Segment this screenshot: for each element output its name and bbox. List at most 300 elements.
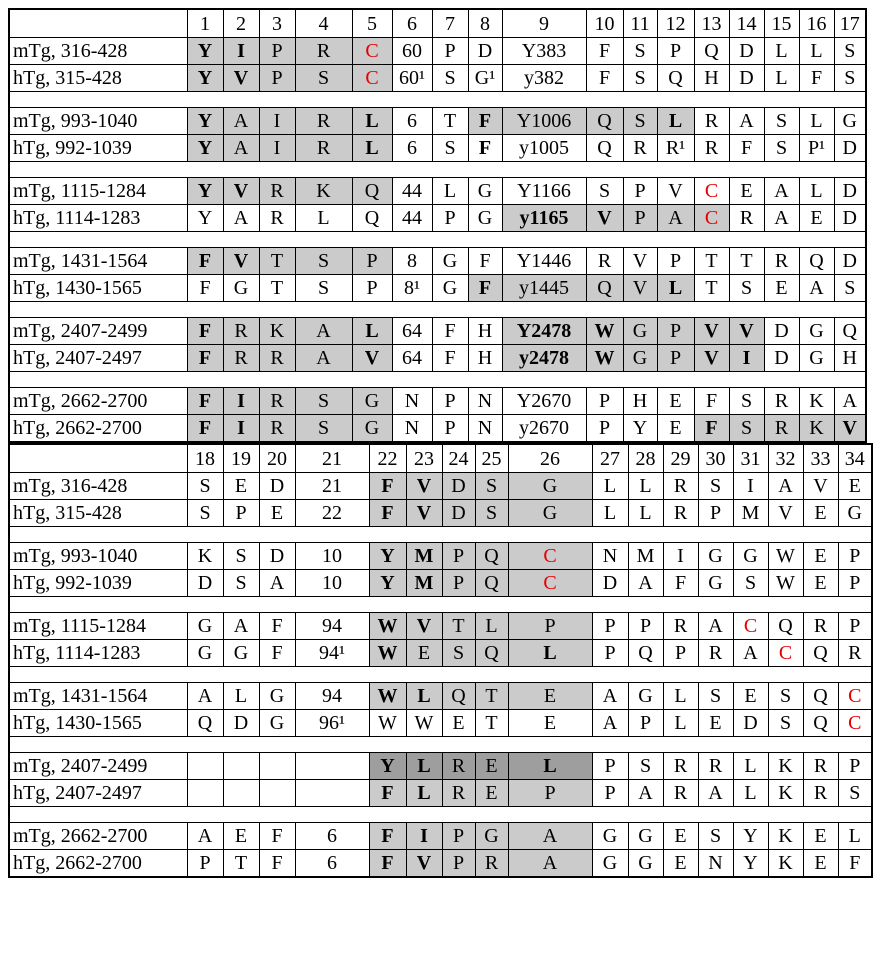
residue-cell: Q — [586, 108, 623, 135]
residue-cell: E — [663, 823, 698, 850]
residue-cell — [187, 780, 223, 807]
residue-cell: Y2478 — [502, 318, 586, 345]
residue-cell: A — [187, 823, 223, 850]
position-header-cell: 30 — [698, 444, 733, 473]
residue-cell: L — [352, 108, 392, 135]
residue-cell: A — [508, 823, 592, 850]
residue-cell: R — [663, 500, 698, 527]
residue-cell: Q — [799, 248, 834, 275]
residue-cell: P — [628, 613, 663, 640]
residue-cell: 6 — [392, 135, 432, 162]
residue-cell: 10 — [295, 570, 369, 597]
residue-cell: I — [223, 415, 259, 443]
residue-cell: Y — [369, 543, 406, 570]
residue-cell: Y — [187, 65, 223, 92]
residue-cell: G — [838, 500, 872, 527]
residue-cell: G — [628, 823, 663, 850]
residue-cell: 10 — [295, 543, 369, 570]
residue-cell: L — [799, 178, 834, 205]
residue-cell: S — [223, 570, 259, 597]
residue-cell: D — [592, 570, 628, 597]
residue-cell: P — [592, 613, 628, 640]
residue-cell: F — [369, 823, 406, 850]
residue-cell: G — [508, 473, 592, 500]
residue-cell: 96¹ — [295, 710, 369, 737]
residue-cell: Y — [187, 205, 223, 232]
block-spacer — [9, 372, 866, 388]
residue-cell: S — [475, 473, 508, 500]
residue-cell: F — [838, 850, 872, 878]
residue-cell: S — [187, 473, 223, 500]
residue-cell: V — [657, 178, 694, 205]
residue-cell: V — [623, 248, 657, 275]
residue-cell — [259, 753, 295, 780]
residue-cell: R — [623, 135, 657, 162]
residue-cell: S — [295, 275, 352, 302]
alignment-row — [9, 850, 872, 878]
row-label: hTg, 1114-1283 — [9, 205, 187, 232]
residue-cell: L — [838, 823, 872, 850]
residue-cell: L — [592, 473, 628, 500]
position-header-cell: 4 — [295, 9, 352, 38]
residue-cell: F — [586, 38, 623, 65]
alignment-row — [9, 570, 872, 597]
residue-cell: F — [369, 473, 406, 500]
residue-cell: G — [468, 178, 502, 205]
residue-cell: V — [623, 275, 657, 302]
residue-cell: G — [259, 683, 295, 710]
residue-cell: T — [694, 275, 729, 302]
position-header-cell: 1 — [187, 9, 223, 38]
row-label: mTg, 993-1040 — [9, 543, 187, 570]
residue-cell: D — [729, 65, 764, 92]
position-header-cell: 13 — [694, 9, 729, 38]
residue-cell: S — [432, 135, 468, 162]
residue-cell: 60 — [392, 38, 432, 65]
residue-cell: A — [223, 135, 259, 162]
residue-cell: Y — [733, 850, 768, 878]
residue-cell: F — [369, 500, 406, 527]
residue-cell: L — [628, 473, 663, 500]
residue-cell: P — [508, 613, 592, 640]
row-label: mTg, 2407-2499 — [9, 318, 187, 345]
block-spacer — [9, 737, 872, 753]
residue-cell: E — [442, 710, 475, 737]
alignment-row — [9, 388, 866, 415]
residue-cell: F — [369, 780, 406, 807]
residue-cell: P — [187, 850, 223, 878]
residue-cell: y1445 — [502, 275, 586, 302]
residue-cell: F — [468, 275, 502, 302]
residue-cell: P — [592, 753, 628, 780]
residue-cell: H — [623, 388, 657, 415]
residue-cell: R — [663, 613, 698, 640]
residue-cell: D — [834, 205, 866, 232]
residue-cell: E — [838, 473, 872, 500]
alignment-row — [9, 415, 866, 443]
position-header-cell: 33 — [803, 444, 838, 473]
residue-cell: E — [803, 850, 838, 878]
residue-cell: N — [592, 543, 628, 570]
block-spacer — [9, 92, 866, 108]
residue-cell: R — [295, 38, 352, 65]
block-spacer — [9, 232, 866, 248]
residue-cell: A — [729, 108, 764, 135]
row-label: hTg, 1114-1283 — [9, 640, 187, 667]
position-header-cell: 15 — [764, 9, 799, 38]
residue-cell: P — [657, 318, 694, 345]
residue-cell: L — [592, 500, 628, 527]
residue-cell: A — [657, 205, 694, 232]
residue-cell: S — [187, 500, 223, 527]
residue-cell: N — [468, 415, 502, 443]
residue-cell: A — [768, 473, 803, 500]
residue-cell: 94 — [295, 613, 369, 640]
residue-cell: S — [623, 38, 657, 65]
residue-cell: A — [628, 780, 663, 807]
residue-cell — [295, 780, 369, 807]
residue-cell: K — [187, 543, 223, 570]
residue-cell: Q — [834, 318, 866, 345]
residue-cell: S — [295, 415, 352, 443]
residue-cell: L — [657, 275, 694, 302]
residue-cell: M — [406, 570, 442, 597]
residue-cell: F — [259, 850, 295, 878]
residue-cell: F — [586, 65, 623, 92]
residue-cell: D — [729, 38, 764, 65]
position-header-cell: 24 — [442, 444, 475, 473]
residue-cell: G — [592, 823, 628, 850]
row-label: hTg, 992-1039 — [9, 135, 187, 162]
residue-cell: V — [729, 318, 764, 345]
residue-cell: A — [733, 640, 768, 667]
residue-cell: E — [803, 543, 838, 570]
residue-cell: Y — [187, 108, 223, 135]
residue-cell: K — [768, 850, 803, 878]
residue-cell: R — [838, 640, 872, 667]
alignment-row — [9, 205, 866, 232]
alignment-row — [9, 108, 866, 135]
residue-cell: S — [733, 570, 768, 597]
residue-cell: M — [733, 500, 768, 527]
residue-cell: G — [592, 850, 628, 878]
residue-cell: E — [223, 823, 259, 850]
residue-cell: G¹ — [468, 65, 502, 92]
residue-cell: E — [508, 683, 592, 710]
residue-cell: Q — [475, 640, 508, 667]
alignment-row — [9, 823, 872, 850]
residue-cell: F — [694, 415, 729, 443]
residue-cell: R — [764, 415, 799, 443]
row-label: hTg, 315-428 — [9, 500, 187, 527]
residue-cell: F — [259, 640, 295, 667]
alignment-row — [9, 473, 872, 500]
block-spacer — [9, 162, 866, 178]
residue-cell: S — [729, 275, 764, 302]
residue-cell: P — [838, 753, 872, 780]
residue-cell: P — [586, 415, 623, 443]
residue-cell: A — [223, 613, 259, 640]
residue-cell: P — [592, 640, 628, 667]
residue-cell: K — [295, 178, 352, 205]
residue-cell: D — [764, 318, 799, 345]
residue-cell: P — [352, 275, 392, 302]
residue-cell: V — [223, 65, 259, 92]
residue-cell: A — [799, 275, 834, 302]
residue-cell: L — [352, 135, 392, 162]
residue-cell: T — [259, 248, 295, 275]
residue-cell: G — [623, 318, 657, 345]
residue-cell: R — [475, 850, 508, 878]
residue-cell: C — [694, 178, 729, 205]
residue-cell: I — [406, 823, 442, 850]
residue-cell: P — [508, 780, 592, 807]
residue-cell: Q — [442, 683, 475, 710]
alignment-row — [9, 753, 872, 780]
residue-cell: V — [834, 415, 866, 443]
residue-cell: L — [475, 613, 508, 640]
residue-cell: K — [768, 823, 803, 850]
row-label: mTg, 1115-1284 — [9, 613, 187, 640]
alignment-row — [9, 178, 866, 205]
position-header-cell: 14 — [729, 9, 764, 38]
residue-cell: I — [729, 345, 764, 372]
residue-cell: 6 — [392, 108, 432, 135]
residue-cell: S — [475, 500, 508, 527]
residue-cell: E — [799, 205, 834, 232]
residue-cell: V — [694, 345, 729, 372]
residue-cell: L — [508, 753, 592, 780]
row-label: hTg, 315-428 — [9, 65, 187, 92]
residue-cell: G — [799, 345, 834, 372]
residue-cell: D — [442, 500, 475, 527]
residue-cell: F — [259, 823, 295, 850]
residue-cell: F — [187, 415, 223, 443]
residue-cell: W — [586, 318, 623, 345]
position-header-cell: 7 — [432, 9, 468, 38]
residue-cell: P — [432, 38, 468, 65]
residue-cell: P — [592, 780, 628, 807]
residue-cell: P — [442, 823, 475, 850]
residue-cell: A — [187, 683, 223, 710]
position-header-cell: 29 — [663, 444, 698, 473]
position-header-cell: 17 — [834, 9, 866, 38]
residue-cell: E — [803, 500, 838, 527]
row-label: hTg, 2407-2497 — [9, 780, 187, 807]
residue-cell: P — [442, 850, 475, 878]
alignment-table-positions-1-17 — [8, 8, 867, 443]
residue-cell: P — [432, 205, 468, 232]
residue-cell: F — [432, 345, 468, 372]
residue-cell: Y383 — [502, 38, 586, 65]
residue-cell: G — [475, 823, 508, 850]
residue-cell: H — [468, 345, 502, 372]
residue-cell: D — [468, 38, 502, 65]
residue-cell: W — [768, 543, 803, 570]
residue-cell: S — [628, 753, 663, 780]
residue-cell: Q — [187, 710, 223, 737]
residue-cell: F — [468, 248, 502, 275]
residue-cell: P — [838, 570, 872, 597]
residue-cell: L — [663, 683, 698, 710]
position-header-cell: 31 — [733, 444, 768, 473]
residue-cell: 94¹ — [295, 640, 369, 667]
residue-cell: D — [834, 178, 866, 205]
residue-cell: L — [406, 753, 442, 780]
position-header-cell: 10 — [586, 9, 623, 38]
residue-cell: C — [733, 613, 768, 640]
position-header-cell: 32 — [768, 444, 803, 473]
residue-cell: P — [663, 640, 698, 667]
residue-cell: L — [352, 318, 392, 345]
residue-cell: F — [187, 345, 223, 372]
residue-cell: F — [187, 275, 223, 302]
residue-cell: F — [663, 570, 698, 597]
residue-cell: G — [352, 388, 392, 415]
residue-cell: 6 — [295, 850, 369, 878]
residue-cell: Q — [694, 38, 729, 65]
residue-cell: D — [223, 710, 259, 737]
alignment-row — [9, 38, 866, 65]
alignment-row — [9, 710, 872, 737]
residue-cell: C — [768, 640, 803, 667]
alignment-row — [9, 640, 872, 667]
residue-cell: Q — [352, 205, 392, 232]
residue-cell: H — [468, 318, 502, 345]
row-label: mTg, 1115-1284 — [9, 178, 187, 205]
residue-cell: S — [698, 823, 733, 850]
position-header-cell: 5 — [352, 9, 392, 38]
residue-cell: Q — [803, 710, 838, 737]
corner-cell — [9, 444, 187, 473]
residue-cell: I — [259, 108, 295, 135]
residue-cell: R — [295, 135, 352, 162]
residue-cell: V — [694, 318, 729, 345]
residue-cell: y382 — [502, 65, 586, 92]
residue-cell: G — [628, 683, 663, 710]
residue-cell: G — [432, 275, 468, 302]
block-spacer — [9, 667, 872, 683]
residue-cell: D — [764, 345, 799, 372]
residue-cell: Y1166 — [502, 178, 586, 205]
residue-cell: Q — [352, 178, 392, 205]
position-header-cell: 28 — [628, 444, 663, 473]
residue-cell: F — [799, 65, 834, 92]
residue-cell: A — [592, 710, 628, 737]
residue-cell: E — [729, 178, 764, 205]
residue-cell: L — [733, 753, 768, 780]
residue-cell: R — [259, 415, 295, 443]
residue-cell: P — [432, 388, 468, 415]
residue-cell: R — [223, 345, 259, 372]
residue-cell: I — [259, 135, 295, 162]
residue-cell — [259, 780, 295, 807]
residue-cell: A — [698, 613, 733, 640]
position-header-cell: 27 — [592, 444, 628, 473]
residue-cell: S — [768, 683, 803, 710]
residue-cell: T — [259, 275, 295, 302]
residue-cell: Y — [369, 753, 406, 780]
residue-cell: 60¹ — [392, 65, 432, 92]
residue-cell: I — [223, 388, 259, 415]
residue-cell: Y — [187, 135, 223, 162]
residue-cell: A — [295, 345, 352, 372]
position-header-cell: 26 — [508, 444, 592, 473]
block-spacer — [9, 302, 866, 318]
residue-cell: Q — [768, 613, 803, 640]
residue-cell: A — [698, 780, 733, 807]
position-header-cell: 25 — [475, 444, 508, 473]
residue-cell: G — [733, 543, 768, 570]
residue-cell: I — [733, 473, 768, 500]
residue-cell: V — [406, 500, 442, 527]
alignment-row — [9, 780, 872, 807]
alignment-row — [9, 683, 872, 710]
residue-cell: L — [406, 780, 442, 807]
residue-cell: P — [259, 38, 295, 65]
residue-cell: V — [223, 248, 259, 275]
residue-cell: 44 — [392, 205, 432, 232]
alignment-row — [9, 500, 872, 527]
block-spacer — [9, 527, 872, 543]
residue-cell: P — [657, 248, 694, 275]
residue-cell: G — [187, 640, 223, 667]
residue-cell: S — [295, 65, 352, 92]
row-label: mTg, 2407-2499 — [9, 753, 187, 780]
residue-cell: L — [764, 65, 799, 92]
residue-cell: L — [764, 38, 799, 65]
residue-cell: K — [259, 318, 295, 345]
position-header-row — [9, 9, 866, 38]
residue-cell: G — [468, 205, 502, 232]
residue-cell: A — [223, 108, 259, 135]
residue-cell: V — [223, 178, 259, 205]
residue-cell: W — [369, 613, 406, 640]
residue-cell: F — [187, 388, 223, 415]
residue-cell: y2478 — [502, 345, 586, 372]
residue-cell: S — [295, 388, 352, 415]
residue-cell: D — [187, 570, 223, 597]
position-header-cell: 9 — [502, 9, 586, 38]
residue-cell: S — [623, 108, 657, 135]
residue-cell: V — [406, 613, 442, 640]
residue-cell: Y — [187, 178, 223, 205]
residue-cell: P — [259, 65, 295, 92]
residue-cell: L — [628, 500, 663, 527]
residue-cell: E — [657, 415, 694, 443]
residue-cell: H — [694, 65, 729, 92]
alignment-row — [9, 318, 866, 345]
residue-cell: C — [508, 543, 592, 570]
residue-cell: F — [187, 318, 223, 345]
residue-cell: P — [838, 543, 872, 570]
residue-cell: R — [729, 205, 764, 232]
residue-cell: E — [259, 500, 295, 527]
residue-cell: W — [768, 570, 803, 597]
residue-cell: N — [392, 388, 432, 415]
residue-cell: R — [764, 388, 799, 415]
residue-cell: L — [223, 683, 259, 710]
residue-cell: Y — [187, 38, 223, 65]
residue-cell: G — [623, 345, 657, 372]
residue-cell: S — [295, 248, 352, 275]
residue-cell: y2670 — [502, 415, 586, 443]
residue-cell: R — [259, 388, 295, 415]
residue-cell: S — [834, 38, 866, 65]
residue-cell: C — [694, 205, 729, 232]
residue-cell: L — [406, 683, 442, 710]
residue-cell: P — [223, 500, 259, 527]
